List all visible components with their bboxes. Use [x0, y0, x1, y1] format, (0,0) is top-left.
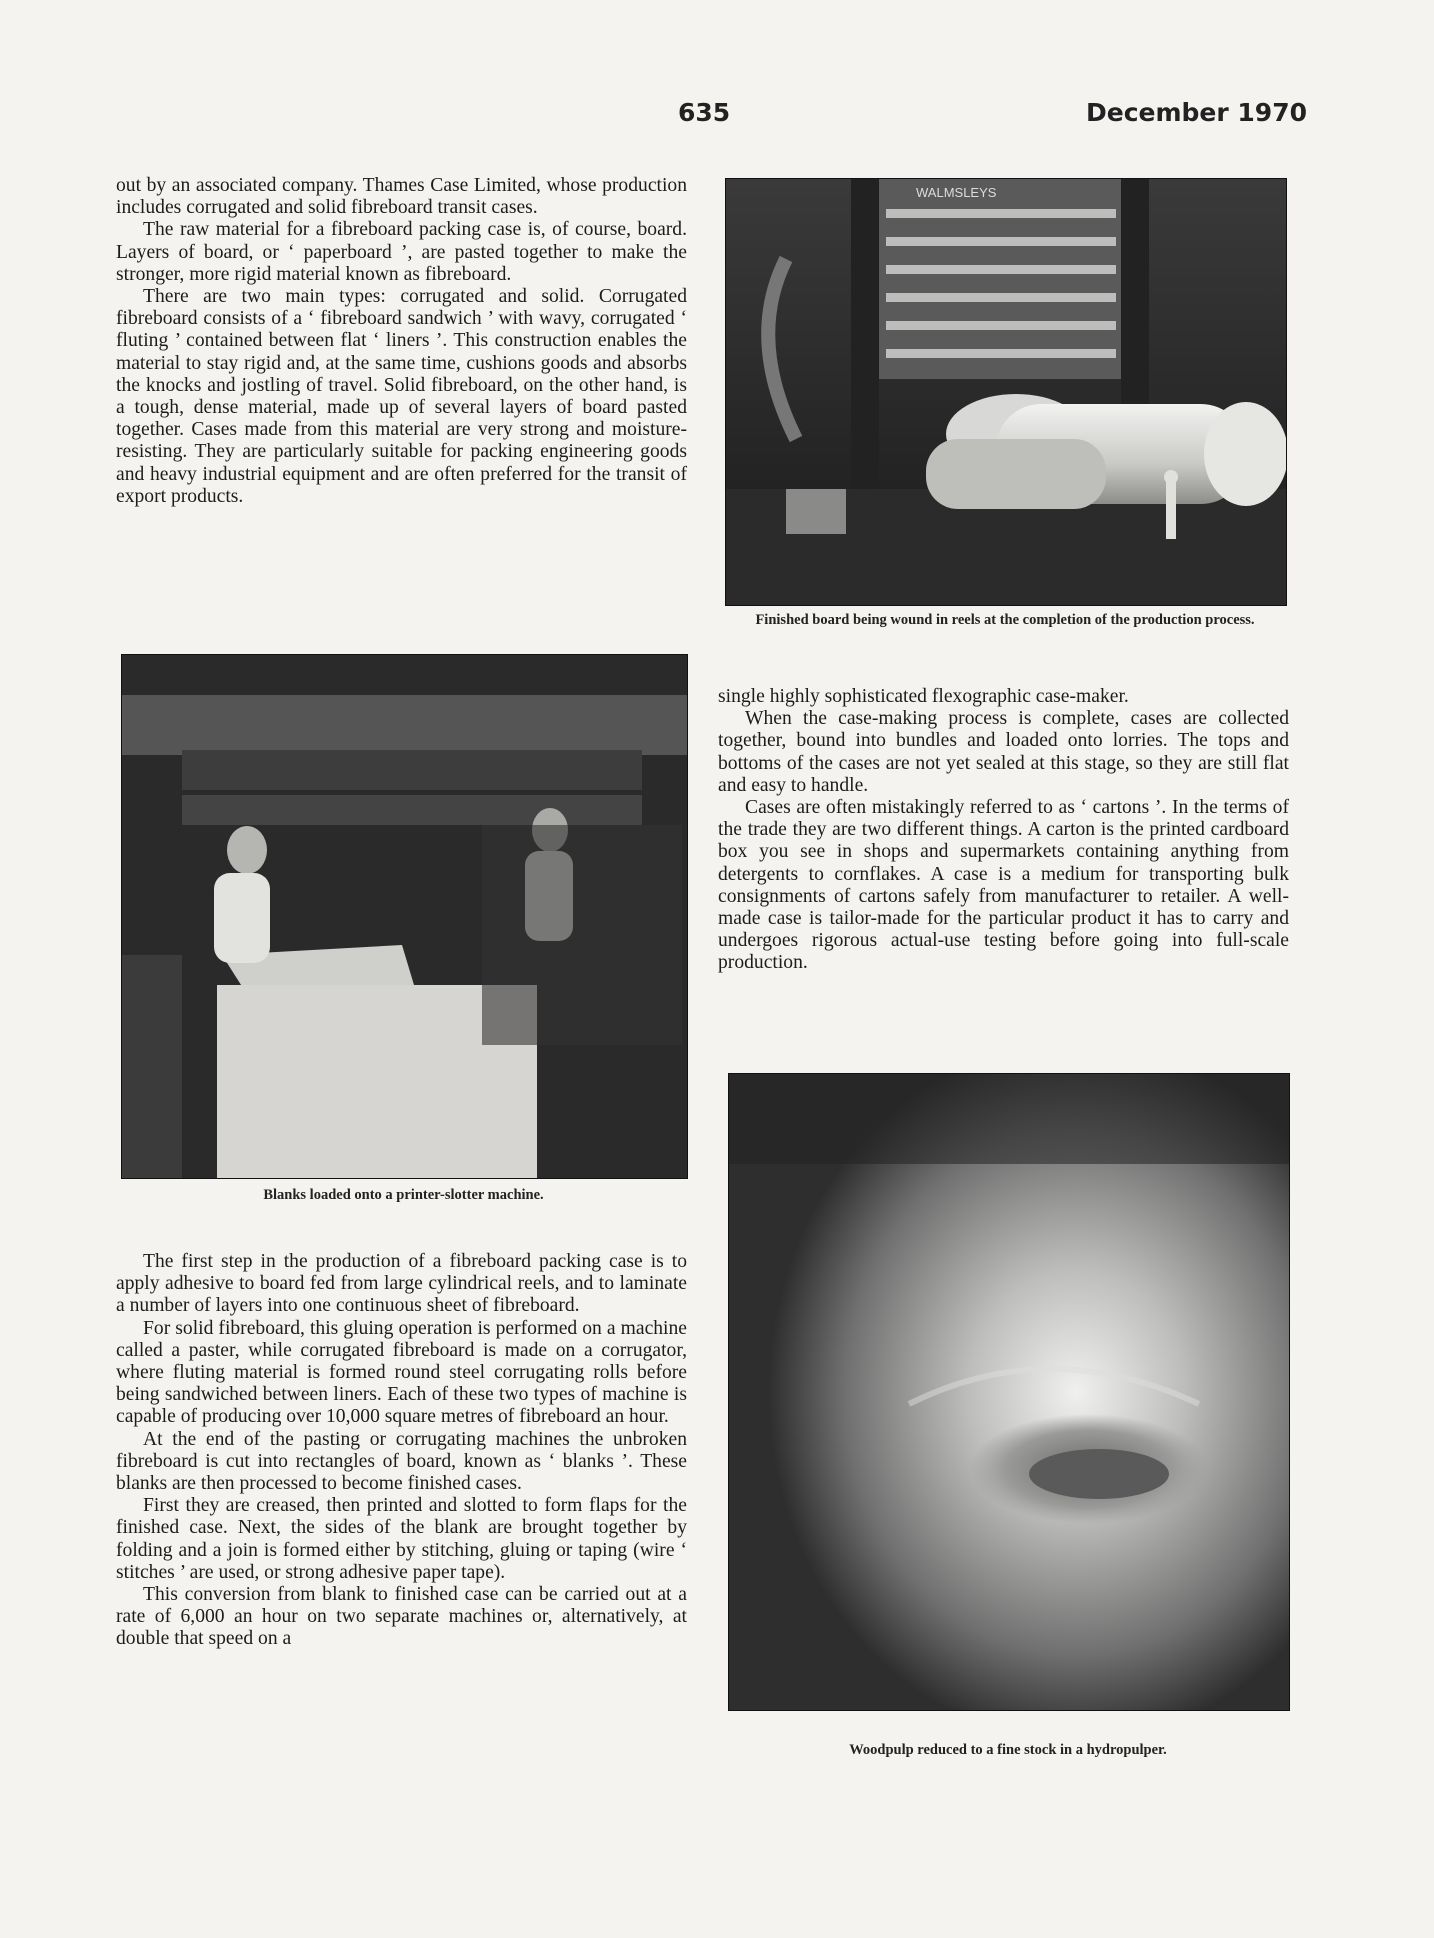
photo-pulp	[728, 1073, 1290, 1711]
paragraph: For solid fibreboard, this gluing operation is performed on a machine called a paster, while corrugated fibreboard is made on a corrugator, where fluting material is formed round steel corrugating rolls before being sandwiched between liners. Each of these two types of machine is capable of producing over 10,000 square metres of fibreboard an hour.	[116, 1317, 687, 1428]
caption-reels: Finished board being wound in reels at the completion of the production process.	[755, 612, 1255, 628]
left-column-bottom	[116, 1251, 687, 1651]
left-column-top	[116, 175, 687, 508]
paragraph: Cases are often mistakingly referred to as ‘ cartons ’. In the terms of the trade they are two different things. A carton is the printed cardboard box you see in shops and supermarkets containing anything from detergents to cornflakes. A case is a medium for transporting bulk consignments of cartons safely from manufacturer to retailer. A well-made case is tailor-made for the particular product it has to carry and undergoes rigorous actual-use testing before going into full-scale production.	[718, 797, 1289, 974]
caption-pulp: Woodpulp reduced to a fine stock in a hydropulper.	[849, 1742, 1167, 1758]
right-column-middle	[718, 686, 1289, 975]
paragraph: single highly sophisticated flexographic case-maker.	[718, 686, 1129, 707]
photo-blanks	[121, 654, 688, 1179]
paragraph: out by an associated company. Thames Case Limited, whose production includes corrugated and solid fibreboard transit cases.	[116, 175, 687, 219]
paragraph: There are two main types: corrugated and solid. Corrugated fibreboard consists of a ‘ fibreboard sandwich ’ with wavy, corrugated ‘ fluting ’ contained between flat ‘ liners ’. This construction enables the material to stay rigid and, at the same time, cushions goods and absorbs the knocks and jostling of travel. Solid fibreboard, on the other hand, is a tough, dense material, made up of several layers of board pasted together. Cases made from this material are very strong and moisture-resisting. They are particularly suitable for packing engineering goods and heavy industrial equipment and are often preferred for the transit of export products.	[116, 286, 687, 507]
issue-date: December 1970	[1086, 98, 1307, 127]
paragraph: The raw material for a fibreboard packing case is, of course, board. Layers of board, or ‘ paperboard ’, are pasted together to make the stronger, more rigid material known as fibreboard.	[116, 219, 687, 285]
caption-blanks: Blanks loaded onto a printer-slotter machine.	[263, 1187, 544, 1203]
photo-reels	[725, 178, 1287, 606]
paragraph: When the case-making process is complete, cases are collected together, bound into bundles and loaded onto lorries. The tops and bottoms of the cases are not yet sealed at this stage, so they are still flat and easy to handle.	[718, 708, 1289, 796]
paragraph: First they are creased, then printed and slotted to form flaps for the finished case. Next, the sides of the blank are brought together by folding and a join is formed either by stitching, gluing or taping (wire ‘ stitches ’ are used, or strong adhesive paper tape).	[116, 1495, 687, 1583]
paragraph: The first step in the production of a fibreboard packing case is to apply adhesive to board fed from large cylindrical reels, and to laminate a number of layers into one continuous sheet of fibreboard.	[116, 1251, 687, 1317]
paragraph: At the end of the pasting or corrugating machines the unbroken fibreboard is cut into rectangles of board, known as ‘ blanks ’. These blanks are then processed to become finished cases.	[116, 1428, 687, 1495]
machine-label: WALMSLEYS	[916, 185, 997, 200]
paragraph: This conversion from blank to finished case can be carried out at a rate of 6,000 an hour on two separate machines or, alternatively, at double that speed on a	[116, 1584, 687, 1650]
page-number: 635	[678, 98, 731, 127]
